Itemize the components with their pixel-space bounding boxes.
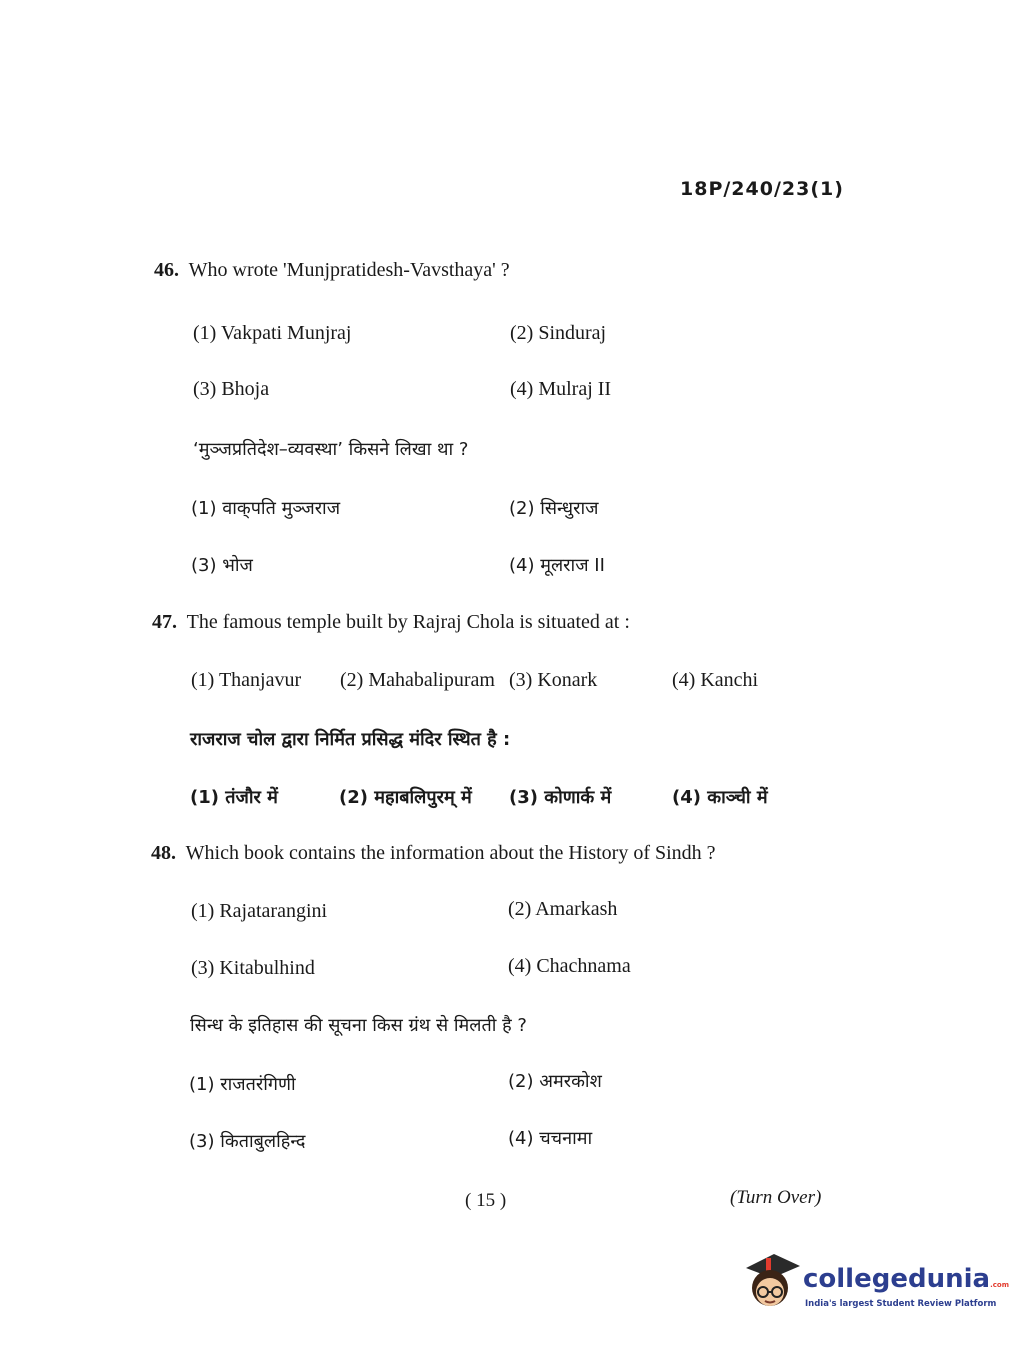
q47-text-hi: राजराज चोल द्वारा निर्मित प्रसिद्ध मंदिर स्थित है : xyxy=(190,729,511,750)
collegedunia-logo-icon xyxy=(740,1248,804,1312)
q46-option-3-en: (3) Bhoja xyxy=(193,378,270,400)
q48-text-hi: सिन्ध के इतिहास की सूचना किस ग्रंथ से मिलती है ? xyxy=(190,1015,527,1036)
brand-tagline: India's largest Student Review Platform xyxy=(805,1299,997,1309)
question-number: 46. xyxy=(154,259,179,281)
question-46 xyxy=(154,259,510,282)
q48-option-3-hi: (3) किताबुलहिन्द xyxy=(189,1131,306,1152)
brand-suffix: .com xyxy=(990,1281,1009,1289)
q48-option-3-en: (3) Kitabulhind xyxy=(191,957,315,979)
q48-option-1-hi: (1) राजतरंगिणी xyxy=(189,1074,296,1095)
brand-name xyxy=(803,1264,1009,1294)
q47-option-2-hi: (2) महाबलिपुरम् में xyxy=(339,787,472,808)
paper-code: 18P/240/23(1) xyxy=(680,178,844,200)
q46-text-hi: ‘मुञ्जप्रतिदेश–व्यवस्था’ किसने लिखा था ? xyxy=(193,439,469,460)
q46-option-3-hi: (3) भोज xyxy=(191,555,253,576)
q46-option-1-en: (1) Vakpati Munjraj xyxy=(193,322,352,344)
q46-option-2-hi: (2) सिन्धुराज xyxy=(509,498,599,519)
question-number: 47. xyxy=(152,611,177,633)
question-47 xyxy=(152,611,630,634)
q46-option-4-en: (4) Mulraj II xyxy=(510,378,612,400)
q47-option-4-en: (4) Kanchi xyxy=(672,669,759,691)
page-number: ( 15 ) xyxy=(465,1190,507,1211)
q47-option-3-en: (3) Konark xyxy=(509,669,598,691)
q47-option-4-hi: (4) काञ्ची में xyxy=(672,787,768,808)
q47-option-1-hi: (1) तंजौर में xyxy=(190,787,278,808)
q48-option-1-en: (1) Rajatarangini xyxy=(191,900,328,922)
q48-option-2-hi: (2) अमरकोश xyxy=(508,1071,602,1092)
q48-option-4-hi: (4) चचनामा xyxy=(508,1128,593,1149)
q46-option-4-hi: (4) मूलराज II xyxy=(509,555,605,576)
q46-option-2-en: (2) Sinduraj xyxy=(510,322,607,344)
question-48 xyxy=(151,842,716,865)
q47-option-2-en: (2) Mahabalipuram xyxy=(340,669,495,691)
question-text-en: Who wrote 'Munjpratidesh-Vavsthaya' ? xyxy=(188,259,510,281)
q47-option-1-en: (1) Thanjavur xyxy=(191,669,302,691)
question-text-en: The famous temple built by Rajraj Chola is situated at : xyxy=(186,611,630,633)
q48-option-4-en: (4) Chachnama xyxy=(508,955,631,977)
question-text-en: Which book contains the information about the History of Sindh ? xyxy=(185,842,716,864)
q47-option-3-hi: (3) कोणार्क में xyxy=(509,787,612,808)
question-number: 48. xyxy=(151,842,176,864)
brand-text: collegedunia xyxy=(803,1264,991,1294)
q46-option-1-hi: (1) वाक्‌पति मुञ्जराज xyxy=(191,498,341,519)
q48-option-2-en: (2) Amarkash xyxy=(508,898,618,920)
turn-over: (Turn Over) xyxy=(730,1187,822,1208)
